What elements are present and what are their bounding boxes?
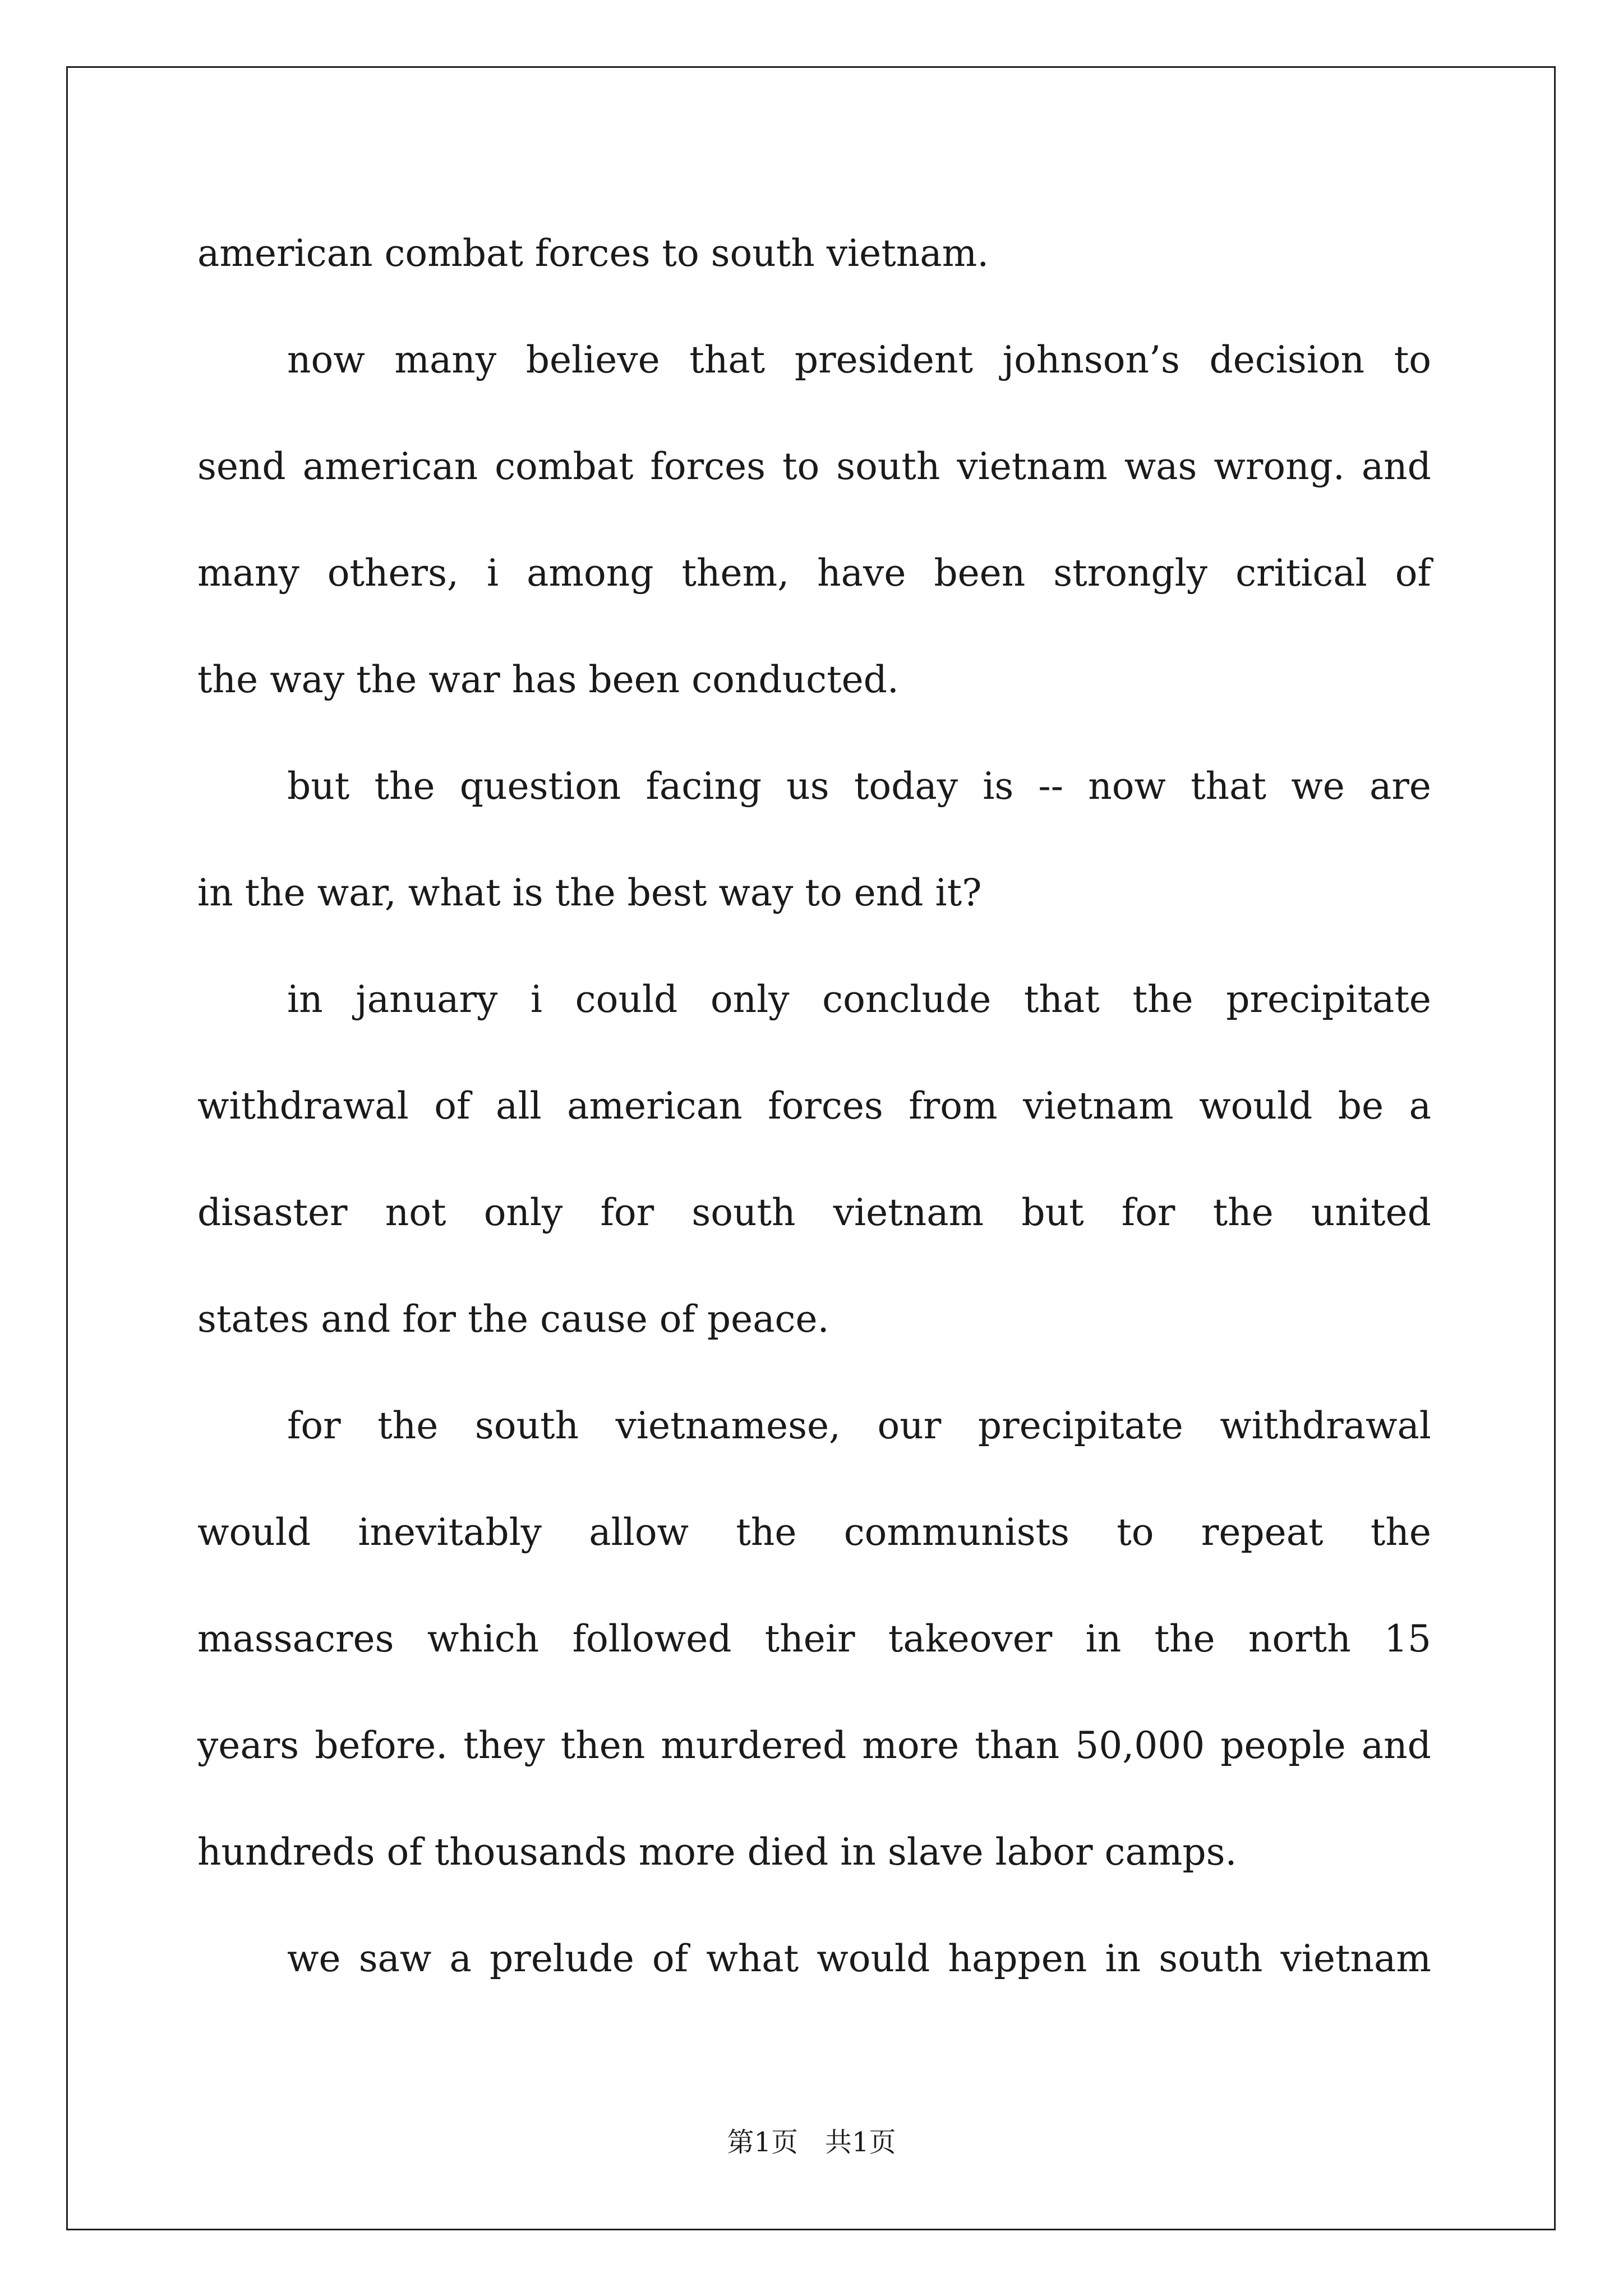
text-line: withdrawal of all american forces from vietnam would be a <box>197 1084 1431 1128</box>
text-line: massacres which followed their takeover in the north 15 <box>197 1617 1431 1660</box>
text-line: but the question facing us today is -- now that we are <box>287 765 1431 808</box>
text-line: years before. they then murdered more than 50,000 people and <box>197 1724 1431 1767</box>
page-footer: 第1页 共1页 <box>727 2127 896 2158</box>
text-line: disaster not only for south vietnam but for the united <box>197 1191 1431 1234</box>
text-line: hundreds of thousands more died in slave labor camps. <box>197 1830 1237 1874</box>
text-line: we saw a prelude of what would happen in south vietnam <box>287 1937 1431 1980</box>
text-line: send american combat forces to south vietnam was wrong. and <box>197 445 1431 488</box>
text-line: american combat forces to south vietnam. <box>197 232 989 275</box>
text-line: now many believe that president johnson’s decision to <box>287 338 1431 381</box>
text-line: in january i could only conclude that the precipitate <box>287 978 1431 1021</box>
text-line: states and for the cause of peace. <box>197 1297 829 1341</box>
text-line: the way the war has been conducted. <box>197 658 899 701</box>
text-line: many others, i among them, have been strongly critical of <box>197 551 1431 595</box>
text-line: for the south vietnamese, our precipitate withdrawal <box>287 1404 1431 1447</box>
text-line: would inevitably allow the communists to repeat the <box>197 1511 1431 1554</box>
text-line: in the war, what is the best way to end it? <box>197 871 982 914</box>
